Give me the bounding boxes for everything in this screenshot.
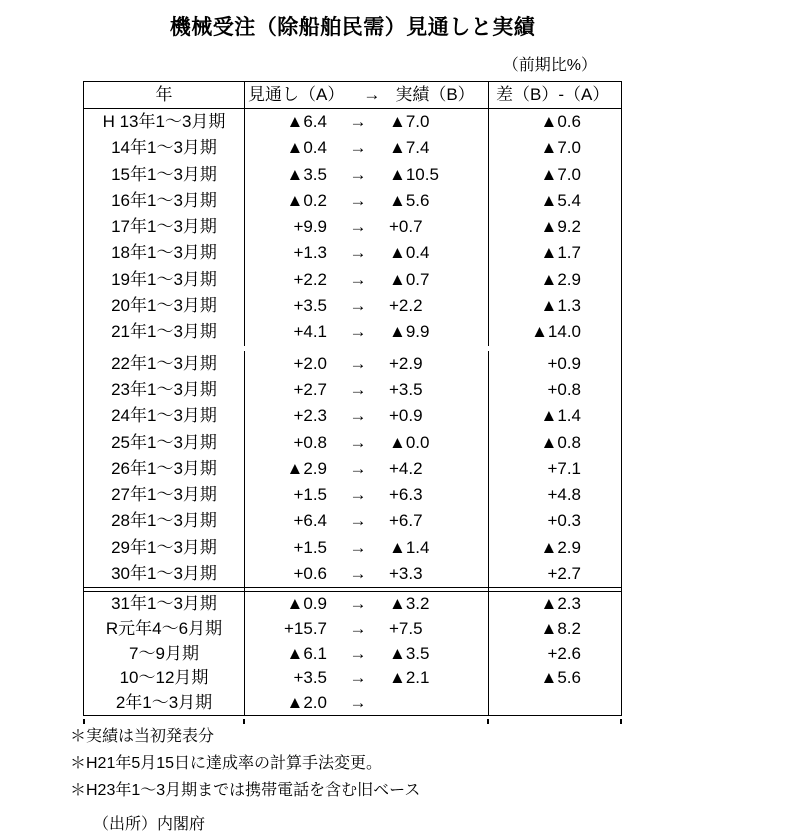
machinery-orders-table bbox=[83, 81, 622, 716]
header-forecast-label: 見通し（A） bbox=[248, 85, 345, 104]
row-forecast-value: +2.3 bbox=[293, 406, 327, 426]
row-forecast-actual bbox=[244, 135, 488, 161]
row-forecast-actual bbox=[244, 293, 488, 319]
arrow-icon: → bbox=[349, 243, 367, 263]
row-year: 28年1～3月期 bbox=[111, 511, 217, 531]
row-actual-value: ▲0.7 bbox=[389, 269, 430, 289]
row-forecast-value: +2.7 bbox=[293, 379, 327, 399]
row-forecast-value: ▲6.4 bbox=[286, 112, 327, 131]
row-forecast-value: +3.5 bbox=[293, 296, 327, 316]
footnotes bbox=[70, 723, 670, 838]
row-diff-value: ▲1.4 bbox=[488, 403, 623, 429]
row-forecast-value: ▲0.4 bbox=[286, 138, 327, 158]
row-year: 17年1～3月期 bbox=[111, 217, 217, 237]
row-year: 29年1～3月期 bbox=[111, 537, 217, 557]
row-forecast-actual bbox=[244, 267, 488, 293]
source-note: （出所）内閣府 bbox=[93, 816, 206, 833]
row-year: 27年1～3月期 bbox=[111, 485, 217, 505]
row-forecast-value: +9.9 bbox=[293, 217, 327, 237]
row-actual-value: +0.7 bbox=[389, 217, 423, 237]
row-forecast-value: +1.5 bbox=[293, 485, 327, 505]
header-forecast-actual bbox=[244, 82, 488, 108]
table-row bbox=[84, 535, 621, 561]
row-year: 19年1～3月期 bbox=[111, 269, 217, 289]
table-row bbox=[84, 135, 621, 161]
row-diff-value: ▲14.0 bbox=[488, 319, 623, 345]
row-diff-value: ▲5.4 bbox=[488, 188, 623, 214]
row-year: 24年1～3月期 bbox=[111, 406, 217, 426]
row-actual-value: +6.3 bbox=[389, 485, 423, 505]
row-forecast-actual bbox=[244, 691, 488, 716]
row-actual-value: +6.7 bbox=[389, 511, 423, 531]
header-diff: 差（B）-（A） bbox=[488, 82, 623, 108]
row-forecast-value: ▲2.9 bbox=[286, 458, 327, 478]
row-forecast-value: +2.0 bbox=[293, 353, 327, 373]
row-forecast-value: ▲3.5 bbox=[286, 164, 327, 184]
row-actual-value bbox=[389, 691, 488, 716]
row-forecast-value: +0.6 bbox=[293, 564, 327, 584]
arrow-icon: → bbox=[349, 138, 367, 158]
row-actual-value: ▲1.4 bbox=[389, 537, 430, 557]
row-diff-value: +0.9 bbox=[488, 351, 623, 377]
row-forecast-actual bbox=[244, 430, 488, 456]
row-diff-value: ▲7.0 bbox=[488, 162, 623, 188]
row-actual-value: ▲5.6 bbox=[389, 190, 430, 210]
table-row bbox=[84, 403, 621, 429]
arrow-icon: → bbox=[349, 594, 367, 614]
row-actual-value: ▲10.5 bbox=[389, 164, 439, 184]
row-forecast-actual bbox=[244, 188, 488, 214]
row-forecast-actual bbox=[244, 456, 488, 482]
row-year: 23年1～3月期 bbox=[111, 379, 217, 399]
footnote: ＊実績は当初発表分 bbox=[70, 728, 215, 745]
table-row bbox=[84, 508, 621, 534]
table-row bbox=[84, 561, 621, 587]
arrow-icon: → bbox=[349, 322, 367, 342]
arrow-icon: → bbox=[349, 511, 367, 531]
row-forecast-value: ▲0.2 bbox=[286, 190, 327, 210]
row-forecast-actual bbox=[244, 535, 488, 561]
row-forecast-actual bbox=[244, 403, 488, 429]
row-year: 31年1～3月期 bbox=[111, 594, 217, 614]
row-actual-value: +3.5 bbox=[389, 379, 423, 399]
row-diff-value: ▲2.9 bbox=[488, 535, 623, 561]
row-forecast-value: ▲2.0 bbox=[286, 692, 327, 712]
row-forecast-value: +0.8 bbox=[293, 432, 327, 452]
row-diff-value: +4.8 bbox=[488, 482, 623, 508]
arrow-icon: → bbox=[349, 217, 367, 237]
row-forecast-value: +1.3 bbox=[293, 243, 327, 263]
arrow-icon: → bbox=[349, 296, 367, 316]
row-year: 20年1～3月期 bbox=[111, 296, 217, 316]
row-actual-value: +2.2 bbox=[389, 296, 423, 316]
row-year: 26年1～3月期 bbox=[111, 458, 217, 478]
row-diff-value: ▲2.3 bbox=[488, 592, 623, 617]
row-forecast-actual bbox=[244, 351, 488, 377]
table-row bbox=[84, 456, 621, 482]
row-forecast-value: ▲0.9 bbox=[286, 594, 327, 614]
row-diff-value: +7.1 bbox=[488, 456, 623, 482]
arrow-icon: → bbox=[349, 112, 367, 131]
table-row bbox=[84, 109, 621, 135]
arrow-icon: → bbox=[349, 164, 367, 184]
row-forecast-actual bbox=[244, 319, 488, 345]
arrow-icon: → bbox=[349, 406, 367, 426]
row-year: 21年1～3月期 bbox=[111, 322, 217, 342]
row-diff-value: ▲1.3 bbox=[488, 293, 623, 319]
table-row bbox=[84, 293, 621, 319]
row-year: 14年1～3月期 bbox=[111, 138, 217, 158]
row-forecast-actual bbox=[244, 109, 488, 135]
table-row bbox=[84, 592, 621, 617]
row-diff-value: ▲5.6 bbox=[488, 666, 623, 691]
table-row bbox=[84, 162, 621, 188]
row-forecast-actual bbox=[244, 240, 488, 266]
table-row bbox=[84, 346, 621, 377]
row-actual-value: ▲9.9 bbox=[389, 322, 430, 342]
row-forecast-actual bbox=[244, 617, 488, 642]
row-year: 15年1～3月期 bbox=[111, 164, 217, 184]
arrow-icon: → bbox=[349, 668, 367, 688]
table-row bbox=[84, 214, 621, 240]
row-forecast-actual bbox=[244, 508, 488, 534]
unit-note: （前期比%） bbox=[502, 57, 597, 74]
row-diff-value: ▲8.2 bbox=[488, 617, 623, 642]
row-actual-value: +7.5 bbox=[389, 618, 423, 638]
table-body-recent bbox=[84, 592, 621, 715]
row-diff-value bbox=[488, 691, 623, 716]
row-year: H 13年1～3月期 bbox=[102, 112, 226, 131]
table-row bbox=[84, 319, 621, 345]
row-year: 16年1～3月期 bbox=[111, 190, 217, 210]
row-year: 7～9月期 bbox=[129, 643, 199, 663]
row-actual-value: ▲3.5 bbox=[389, 643, 430, 663]
row-actual-value: ▲7.0 bbox=[389, 112, 430, 131]
row-diff-value: +2.6 bbox=[488, 642, 623, 667]
row-diff-value: ▲0.6 bbox=[488, 109, 623, 135]
arrow-icon: → bbox=[349, 692, 367, 712]
row-diff-value: +0.8 bbox=[488, 377, 623, 403]
row-actual-value: ▲0.4 bbox=[389, 243, 430, 263]
row-forecast-value: +2.2 bbox=[293, 269, 327, 289]
row-forecast-actual bbox=[244, 482, 488, 508]
row-year: 25年1～3月期 bbox=[111, 432, 217, 452]
row-actual-value: +0.9 bbox=[389, 406, 423, 426]
arrow-icon: → bbox=[349, 379, 367, 399]
table-row bbox=[84, 642, 621, 667]
row-forecast-value: +1.5 bbox=[293, 537, 327, 557]
row-forecast-actual bbox=[244, 561, 488, 587]
row-diff-value: +0.3 bbox=[488, 508, 623, 534]
row-forecast-actual bbox=[244, 642, 488, 667]
row-actual-value: ▲3.2 bbox=[389, 594, 430, 614]
arrow-icon: → bbox=[349, 353, 367, 373]
table-row bbox=[84, 617, 621, 642]
arrow-icon: → bbox=[349, 618, 367, 638]
row-year: 10～12月期 bbox=[119, 668, 209, 688]
row-diff-value: +2.7 bbox=[488, 561, 623, 587]
row-forecast-actual bbox=[244, 214, 488, 240]
row-diff-value: ▲0.8 bbox=[488, 430, 623, 456]
arrow-icon: → bbox=[349, 564, 367, 584]
table-row bbox=[84, 666, 621, 691]
arrow-icon: → bbox=[349, 458, 367, 478]
page-title: 機械受注（除船舶民需）見通しと実績 bbox=[169, 16, 536, 39]
header-actual-label: 実績（B） bbox=[395, 85, 475, 104]
row-diff-value: ▲2.9 bbox=[488, 267, 623, 293]
row-forecast-value: +15.7 bbox=[283, 618, 327, 638]
table-row bbox=[84, 188, 621, 214]
arrow-icon: → bbox=[363, 85, 381, 104]
footnote: ＊H21年5月15日に達成率の計算手法変更。 bbox=[70, 755, 383, 772]
row-year: 2年1～3月期 bbox=[115, 692, 213, 712]
row-actual-value: ▲2.1 bbox=[389, 668, 430, 688]
table-header-row bbox=[84, 82, 621, 109]
row-year: 22年1～3月期 bbox=[111, 353, 217, 373]
row-forecast-actual bbox=[244, 592, 488, 617]
arrow-icon: → bbox=[349, 432, 367, 452]
table-body-main bbox=[84, 109, 621, 587]
row-forecast-actual bbox=[244, 162, 488, 188]
row-forecast-value: +6.4 bbox=[293, 511, 327, 531]
table-row bbox=[84, 240, 621, 266]
arrow-icon: → bbox=[349, 537, 367, 557]
row-actual-value: +2.9 bbox=[389, 353, 423, 373]
header-year: 年 bbox=[155, 85, 173, 104]
row-year: 30年1～3月期 bbox=[111, 564, 217, 584]
row-forecast-actual bbox=[244, 377, 488, 403]
row-diff-value: ▲9.2 bbox=[488, 214, 623, 240]
row-actual-value: ▲0.0 bbox=[389, 432, 430, 452]
row-actual-value: ▲7.4 bbox=[389, 138, 430, 158]
row-diff-value: ▲7.0 bbox=[488, 135, 623, 161]
row-year: 18年1～3月期 bbox=[111, 243, 217, 263]
arrow-icon: → bbox=[349, 485, 367, 505]
table-row bbox=[84, 267, 621, 293]
row-forecast-value: ▲6.1 bbox=[286, 643, 327, 663]
row-forecast-value: +3.5 bbox=[293, 668, 327, 688]
arrow-icon: → bbox=[349, 190, 367, 210]
row-actual-value: +4.2 bbox=[389, 458, 423, 478]
table-row bbox=[84, 482, 621, 508]
row-diff-value: ▲1.7 bbox=[488, 240, 623, 266]
arrow-icon: → bbox=[349, 269, 367, 289]
row-year: R元年4～6月期 bbox=[105, 618, 223, 638]
row-actual-value: +3.3 bbox=[389, 564, 423, 584]
footnote: ＊H23年1～3月期までは携帯電話を含む旧ベース bbox=[70, 782, 421, 799]
table-row bbox=[84, 691, 621, 716]
row-forecast-value: +4.1 bbox=[293, 322, 327, 342]
table-row bbox=[84, 377, 621, 403]
table-row bbox=[84, 430, 621, 456]
arrow-icon: → bbox=[349, 643, 367, 663]
row-forecast-actual bbox=[244, 666, 488, 691]
